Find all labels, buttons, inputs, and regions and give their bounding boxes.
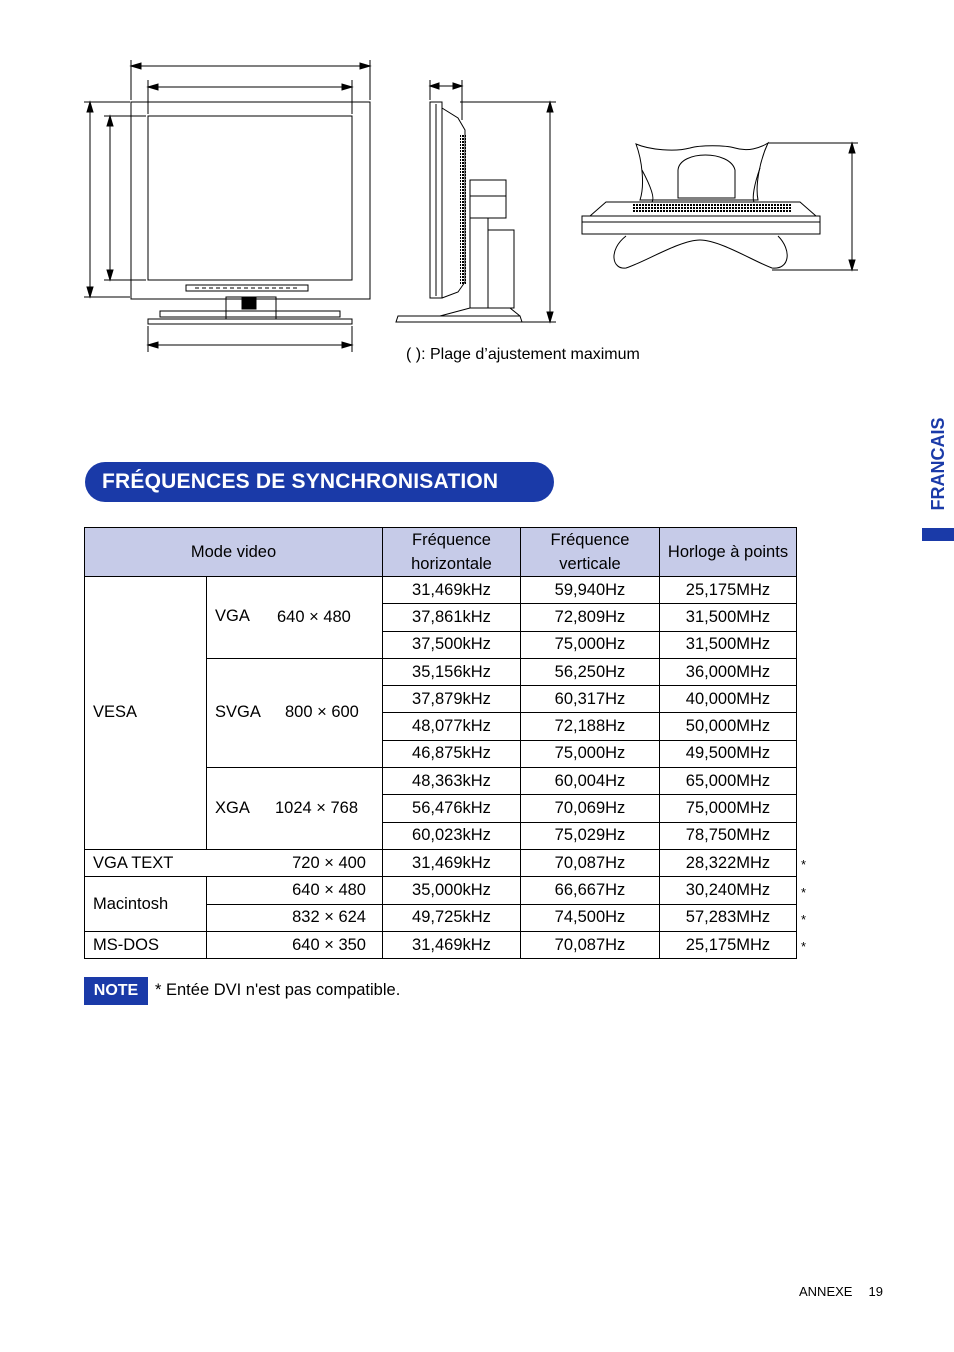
v-freq-cell: 60,004Hz xyxy=(521,768,660,795)
clock-cell: 78,750MHz xyxy=(660,822,797,849)
header-h-freq xyxy=(383,528,521,577)
mode-vga xyxy=(207,577,383,659)
header-h-freq-line2: horizontale xyxy=(411,555,492,573)
h-freq-cell: 46,875kHz xyxy=(383,740,521,767)
mode-ms-dos-res: 640 × 350 xyxy=(207,931,383,958)
group-macintosh: Macintosh xyxy=(85,877,207,932)
v-freq-cell: 56,250Hz xyxy=(521,658,660,685)
v-freq-cell: 60,317Hz xyxy=(521,686,660,713)
clock-cell: 49,500MHz xyxy=(660,740,797,767)
table-header-row xyxy=(85,528,797,577)
section-title: FRÉQUENCES DE SYNCHRONISATION xyxy=(85,462,554,502)
v-freq-cell: 75,000Hz xyxy=(521,631,660,658)
v-freq-cell: 74,500Hz xyxy=(521,904,660,931)
header-h-freq-line1: Fréquence xyxy=(412,531,491,549)
clock-cell: 28,322MHz xyxy=(660,849,797,876)
h-freq-cell: 37,879kHz xyxy=(383,686,521,713)
dvi-note-marker: * xyxy=(801,912,807,927)
clock-cell: 65,000MHz xyxy=(660,768,797,795)
header-v-freq-line2: verticale xyxy=(559,555,621,573)
clock-cell: 36,000MHz xyxy=(660,658,797,685)
table-row xyxy=(85,849,797,876)
h-freq-cell: 49,725kHz xyxy=(383,904,521,931)
h-freq-cell: 31,469kHz xyxy=(383,577,521,604)
group-ms-dos: MS-DOS xyxy=(85,931,207,958)
table-row xyxy=(85,931,797,958)
header-mode: Mode video xyxy=(85,528,383,577)
h-freq-cell: 35,000kHz xyxy=(383,877,521,904)
note-text: * Entée DVI n'est pas compatible. xyxy=(155,981,401,999)
h-freq-cell: 37,500kHz xyxy=(383,631,521,658)
h-freq-cell: 56,476kHz xyxy=(383,795,521,822)
h-freq-cell: 37,861kHz xyxy=(383,604,521,631)
dvi-note-marker: * xyxy=(801,885,807,900)
mode-mac-res-2: 832 × 624 xyxy=(207,904,383,931)
front-view-drawing xyxy=(84,60,370,352)
mode-svga-res: 800 × 600 xyxy=(285,703,359,722)
dimension-drawings xyxy=(0,0,954,400)
dvi-note-marker: * xyxy=(801,857,807,872)
clock-cell: 31,500MHz xyxy=(660,604,797,631)
h-freq-cell: 31,469kHz xyxy=(383,931,521,958)
table-row xyxy=(85,577,797,604)
clock-cell: 75,000MHz xyxy=(660,795,797,822)
mode-vga-name: VGA xyxy=(215,606,250,625)
note-badge: NOTE xyxy=(84,977,148,1005)
table-row xyxy=(85,877,797,904)
language-tab-label: FRANCAIS xyxy=(928,417,948,511)
header-v-freq-line1: Fréquence xyxy=(550,531,630,549)
mode-xga-name: XGA xyxy=(215,799,250,818)
clock-cell: 57,283MHz xyxy=(660,904,797,931)
mode-xga-res: 1024 × 768 xyxy=(275,799,359,818)
clock-cell: 50,000MHz xyxy=(660,713,797,740)
footer-section: ANNEXE xyxy=(799,1284,853,1299)
mode-svga-name: SVGA xyxy=(215,703,261,722)
h-freq-cell: 35,156kHz xyxy=(383,658,521,685)
clock-cell: 30,240MHz xyxy=(660,877,797,904)
header-v-freq xyxy=(521,528,660,577)
v-freq-cell: 72,809Hz xyxy=(521,604,660,631)
v-freq-cell: 70,069Hz xyxy=(521,795,660,822)
page-footer xyxy=(799,1284,899,1299)
clock-cell: 40,000MHz xyxy=(660,686,797,713)
language-tab-marker xyxy=(922,528,954,541)
mode-mac-res-1: 640 × 480 xyxy=(207,877,383,904)
v-freq-cell: 59,940Hz xyxy=(521,577,660,604)
v-freq-cell: 75,029Hz xyxy=(521,822,660,849)
clock-cell: 31,500MHz xyxy=(660,631,797,658)
diagram-caption: ( ): Plage d’ajustement maximum xyxy=(406,346,640,363)
clock-cell: 25,175MHz xyxy=(660,577,797,604)
h-freq-cell: 31,469kHz xyxy=(383,849,521,876)
v-freq-cell: 66,667Hz xyxy=(521,877,660,904)
clock-cell: 25,175MHz xyxy=(660,931,797,958)
h-freq-cell: 48,363kHz xyxy=(383,768,521,795)
mode-vga-text-res: 720 × 400 xyxy=(207,849,383,876)
v-freq-cell: 75,000Hz xyxy=(521,740,660,767)
page-number: 19 xyxy=(868,1284,883,1299)
mode-xga xyxy=(207,768,383,850)
mode-svga xyxy=(207,658,383,767)
side-view-drawing xyxy=(396,80,556,322)
v-freq-cell: 72,188Hz xyxy=(521,713,660,740)
h-freq-cell: 60,023kHz xyxy=(383,822,521,849)
dvi-note-marker: * xyxy=(801,939,807,954)
group-vesa: VESA xyxy=(85,577,207,850)
sync-frequency-table xyxy=(84,527,797,959)
top-view-drawing xyxy=(582,143,858,270)
group-vga-text: VGA TEXT xyxy=(85,849,207,876)
v-freq-cell: 70,087Hz xyxy=(521,931,660,958)
v-freq-cell: 70,087Hz xyxy=(521,849,660,876)
h-freq-cell: 48,077kHz xyxy=(383,713,521,740)
header-clock: Horloge à points xyxy=(660,528,797,577)
mode-vga-res: 640 × 480 xyxy=(277,607,351,626)
